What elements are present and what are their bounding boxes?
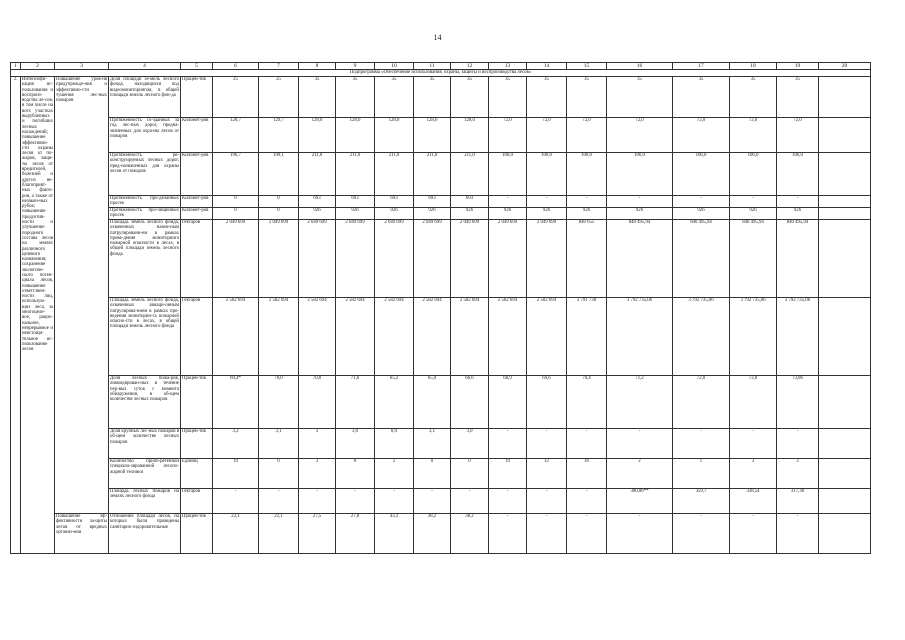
value-cell: 2 582 694 bbox=[299, 298, 336, 376]
value-cell bbox=[819, 514, 871, 554]
column-number: 12 bbox=[451, 63, 489, 70]
value-cell bbox=[819, 459, 871, 489]
value-cell: 3 792 735,06 bbox=[777, 298, 819, 376]
value-cell: 3,0 bbox=[451, 429, 489, 459]
column-number: 5 bbox=[181, 63, 213, 70]
column-number: 11 bbox=[414, 63, 451, 70]
value-cell: - bbox=[527, 514, 567, 554]
value-cell: 2 049 699 bbox=[259, 220, 299, 298]
indicator-name: Протяженность про-чищенных просек bbox=[110, 208, 179, 219]
value-cell: 2 049 699 bbox=[336, 220, 375, 298]
value-cell: 3,1 bbox=[259, 429, 299, 459]
value-cell: 2 049 699 bbox=[527, 220, 567, 298]
value-cell: 106,0 bbox=[607, 153, 673, 196]
value-cell: 129,7 bbox=[259, 118, 299, 153]
unit: Гектаров bbox=[181, 298, 213, 376]
value-cell: - bbox=[673, 429, 730, 459]
value-cell: 2 049 699 bbox=[299, 220, 336, 298]
value-cell: 693 bbox=[336, 196, 375, 208]
value-cell: 3,2 bbox=[213, 429, 259, 459]
value-cell: - bbox=[607, 196, 673, 208]
value-cell: 38,2 bbox=[451, 514, 489, 554]
value-cell: 926 bbox=[567, 208, 607, 220]
value-cell: - bbox=[527, 489, 567, 514]
column-number: 18 bbox=[730, 63, 777, 70]
value-cell: 22,1 bbox=[259, 514, 299, 554]
value-cell: 0 bbox=[259, 208, 299, 220]
value-cell: 2 049 699 bbox=[489, 220, 527, 298]
value-cell: 35 bbox=[299, 77, 336, 118]
program-indicators-table bbox=[10, 62, 871, 554]
column-number: 19 bbox=[777, 63, 819, 70]
value-cell: 25 bbox=[259, 77, 299, 118]
column-number: 3 bbox=[55, 63, 109, 70]
value-cell: 926 bbox=[336, 208, 375, 220]
table-row bbox=[11, 514, 871, 554]
value-cell: 69,6 bbox=[527, 376, 567, 429]
value-cell: 128,0 bbox=[299, 118, 336, 153]
value-cell: 128,0 bbox=[451, 118, 489, 153]
value-cell: 69,4* bbox=[213, 376, 259, 429]
value-cell: 0 bbox=[336, 459, 375, 489]
task-text: Повышение уров-ня предупрежде-ния и эффективно-сти тушения лес-ных пожаров bbox=[55, 77, 109, 514]
goal-text: Интенсифи-кация ис-пользования и воспроиз-водства ле-сов, в том числе на всех участках вырубленных и погибших лесных насаждений; повышение эффективно-сти охраны лесов от по-жаров, защи-ты лесов от вредителей, болезней и других не-благоприят-ных факто-ров, а также от незакон-ных рубок; повышение продуктив-ности и улучшение породного состава лесов на землях различного целевого назначения; сохранение экологиче-ского потен-циала лесов, повышение ответствен-ности лиц, использую-щих леса, за многоцеле-вое, рацио-нальное, непрерывное и неистощи-тельное ис-пользование лесов bbox=[21, 77, 55, 554]
column-number-row bbox=[11, 63, 871, 70]
value-cell: 3 792 735,06 bbox=[673, 298, 730, 376]
unit: Единиц bbox=[181, 459, 213, 489]
subprogram-row bbox=[11, 70, 871, 77]
column-number: 6 bbox=[213, 63, 259, 70]
value-cell: - bbox=[777, 429, 819, 459]
indicator-name: Протяженность про-деланных просек bbox=[110, 196, 179, 207]
value-cell: 106,0 bbox=[673, 153, 730, 196]
column-number: 1 bbox=[11, 63, 21, 70]
value-cell: 199,1 bbox=[259, 153, 299, 196]
value-cell bbox=[819, 220, 871, 298]
value-cell: - bbox=[730, 196, 777, 208]
value-cell: 359,7 bbox=[673, 489, 730, 514]
column-number: 16 bbox=[607, 63, 673, 70]
value-cell: 27,5 bbox=[299, 514, 336, 554]
value-cell: 926 bbox=[730, 208, 777, 220]
value-cell: - bbox=[451, 489, 489, 514]
value-cell: 66,6 bbox=[451, 376, 489, 429]
value-cell bbox=[819, 298, 871, 376]
value-cell: - bbox=[414, 489, 451, 514]
value-cell: 106,0 bbox=[777, 153, 819, 196]
value-cell: 926 bbox=[451, 208, 489, 220]
value-cell: 926 bbox=[777, 208, 819, 220]
value-cell: 35 bbox=[527, 77, 567, 118]
indicator-name: Доля крупных лес-ных пожаров в об-щем количестве лесных пожаров bbox=[109, 429, 181, 459]
value-cell: 0 bbox=[414, 459, 451, 489]
value-cell: 35 bbox=[730, 77, 777, 118]
table-row bbox=[11, 459, 871, 489]
page-number: 14 bbox=[433, 33, 442, 42]
value-cell: - bbox=[607, 514, 673, 554]
value-cell: - bbox=[299, 489, 336, 514]
value-cell: 211,0 bbox=[336, 153, 375, 196]
value-cell: 2 582 694 bbox=[414, 298, 451, 376]
column-number: 8 bbox=[299, 63, 336, 70]
value-cell: - bbox=[489, 514, 527, 554]
value-cell: 693 bbox=[299, 196, 336, 208]
column-number: 10 bbox=[375, 63, 414, 70]
value-cell: - bbox=[489, 429, 527, 459]
value-cell: 72,8 bbox=[730, 376, 777, 429]
value-cell: 3 791 738 bbox=[567, 298, 607, 376]
value-cell: 35 bbox=[673, 77, 730, 118]
value-cell: 2 049 699 bbox=[213, 220, 259, 298]
table-row bbox=[11, 196, 871, 208]
value-cell: 71,6 bbox=[336, 376, 375, 429]
table-row bbox=[11, 77, 871, 118]
value-cell: 22,1 bbox=[213, 514, 259, 554]
value-cell: 128,0 bbox=[414, 118, 451, 153]
value-cell: 1 bbox=[673, 459, 730, 489]
value-cell: - bbox=[375, 489, 414, 514]
value-cell: 3 bbox=[299, 459, 336, 489]
value-cell: 35 bbox=[777, 77, 819, 118]
value-cell bbox=[819, 118, 871, 153]
value-cell: 0 bbox=[213, 196, 259, 208]
value-cell: 2 582 694 bbox=[527, 298, 567, 376]
unit: Процен-тов bbox=[181, 514, 213, 554]
unit: Километ-ров bbox=[181, 196, 213, 208]
value-cell: 380,86** bbox=[607, 489, 673, 514]
value-cell: 2 bbox=[607, 459, 673, 489]
value-cell: - bbox=[567, 489, 607, 514]
value-cell: 2 049 699 bbox=[451, 220, 489, 298]
value-cell: 2 049 699 bbox=[375, 220, 414, 298]
value-cell: 72,0 bbox=[567, 118, 607, 153]
value-cell: 106,0 bbox=[567, 153, 607, 196]
value-cell bbox=[819, 429, 871, 459]
indicator-name: Количество приоб-ретенной специали-зированной лесопо-жарной техники bbox=[109, 459, 181, 489]
value-cell: 35 bbox=[336, 77, 375, 118]
value-cell: - bbox=[567, 429, 607, 459]
value-cell: 72,0 bbox=[673, 376, 730, 429]
value-cell: - bbox=[777, 196, 819, 208]
value-cell: - bbox=[259, 489, 299, 514]
value-cell: 317,38 bbox=[777, 489, 819, 514]
column-number: 14 bbox=[527, 63, 567, 70]
value-cell: 128,0 bbox=[375, 118, 414, 153]
value-cell: - bbox=[673, 514, 730, 554]
indicator-name: Протяженность со-зданных за год лес-ных дорог, предна-значенных для охра-ны лесов от пожаров bbox=[109, 118, 181, 153]
value-cell: 72,0 bbox=[730, 118, 777, 153]
value-cell: 0 bbox=[259, 459, 299, 489]
value-cell: 72,0 bbox=[607, 118, 673, 153]
unit: Процен-тов bbox=[181, 77, 213, 118]
column-number: 13 bbox=[489, 63, 527, 70]
value-cell: 35 bbox=[567, 77, 607, 118]
value-cell: - bbox=[777, 514, 819, 554]
value-cell: 35 bbox=[607, 77, 673, 118]
value-cell bbox=[819, 208, 871, 220]
value-cell: 338,54 bbox=[730, 489, 777, 514]
value-cell: - bbox=[336, 489, 375, 514]
value-cell: 2 582 694 bbox=[451, 298, 489, 376]
value-cell: 35 bbox=[489, 77, 527, 118]
value-cell bbox=[819, 489, 871, 514]
value-cell: 8,9 bbox=[375, 429, 414, 459]
value-cell: 840 495,94 bbox=[673, 220, 730, 298]
value-cell: 840 495,94 bbox=[607, 220, 673, 298]
table-row bbox=[11, 376, 871, 429]
unit: Процен-тов bbox=[181, 429, 213, 459]
unit: Процен-тов bbox=[181, 376, 213, 429]
value-cell: 196,7 bbox=[213, 153, 259, 196]
value-cell: 3 bbox=[299, 429, 336, 459]
value-cell: 70,8 bbox=[299, 376, 336, 429]
value-cell: 2 582 694 bbox=[375, 298, 414, 376]
value-cell: 106,0 bbox=[527, 153, 567, 196]
value-cell: 70,4 bbox=[567, 376, 607, 429]
value-cell: - bbox=[527, 196, 567, 208]
value-cell: 0 bbox=[213, 208, 259, 220]
value-cell: 65,9 bbox=[414, 376, 451, 429]
value-cell: 693 bbox=[375, 196, 414, 208]
unit: Километ-ров bbox=[181, 208, 213, 220]
value-cell: 926 bbox=[414, 208, 451, 220]
value-cell: 19 bbox=[213, 459, 259, 489]
value-cell: 2 bbox=[375, 459, 414, 489]
value-cell: 16 bbox=[567, 459, 607, 489]
value-cell: 12 bbox=[527, 459, 567, 489]
task-text: Повышение эф-фективности за-щиты лесов от вредных организ-мов bbox=[55, 514, 109, 554]
value-cell: 70,0 bbox=[259, 376, 299, 429]
value-cell: 27,8 bbox=[336, 514, 375, 554]
table-row bbox=[11, 208, 871, 220]
subprogram-title: Подпрограмма «Обеспечение использования, охраны, защиты и воспроизводства лесов» bbox=[11, 70, 871, 77]
value-cell: 106,0 bbox=[489, 153, 527, 196]
value-cell: 65,2 bbox=[375, 376, 414, 429]
value-cell: 926 bbox=[527, 208, 567, 220]
value-cell: 2 582 694 bbox=[213, 298, 259, 376]
value-cell: 926 bbox=[489, 208, 527, 220]
indicator-name: Доля лесных пожа-ров, ликвидирован-ных в течение пер-вых суток с момента обнаружения, в об-щем количестве лесных пожаров bbox=[109, 376, 181, 429]
value-cell: - bbox=[213, 489, 259, 514]
value-cell: - bbox=[673, 196, 730, 208]
value-cell: - bbox=[489, 196, 527, 208]
value-cell: 2 582 694 bbox=[336, 298, 375, 376]
table-row bbox=[11, 429, 871, 459]
column-number: 15 bbox=[567, 63, 607, 70]
value-cell: 25 bbox=[213, 77, 259, 118]
value-cell: 693 bbox=[414, 196, 451, 208]
value-cell: - bbox=[730, 429, 777, 459]
table-row bbox=[11, 489, 871, 514]
table-row bbox=[11, 220, 871, 298]
value-cell: 19 bbox=[489, 459, 527, 489]
column-number: 17 bbox=[673, 63, 730, 70]
indicator-name: Отношение площади лесов, на которых были проведены санитарно-оздоровительные bbox=[109, 514, 181, 554]
value-cell: 35 bbox=[375, 77, 414, 118]
value-cell: 2 049 699 bbox=[414, 220, 451, 298]
value-cell: 35 bbox=[414, 77, 451, 118]
value-cell: 840 495,94 bbox=[730, 220, 777, 298]
value-cell: 72,0 bbox=[527, 118, 567, 153]
value-cell: 3,0 bbox=[336, 429, 375, 459]
value-cell: 3 bbox=[730, 459, 777, 489]
value-cell: 3 bbox=[777, 459, 819, 489]
unit: Километ-ров bbox=[181, 153, 213, 196]
row-number: 2. bbox=[11, 77, 21, 554]
value-cell: 43,3 bbox=[375, 514, 414, 554]
table-row bbox=[11, 118, 871, 153]
value-cell: 128,0 bbox=[336, 118, 375, 153]
value-cell bbox=[819, 376, 871, 429]
value-cell bbox=[819, 77, 871, 118]
unit: Гектаров bbox=[181, 489, 213, 514]
value-cell: 3 792 735,06 bbox=[730, 298, 777, 376]
table-row bbox=[11, 298, 871, 376]
value-cell: 211,0 bbox=[299, 153, 336, 196]
value-cell: 2 582 694 bbox=[489, 298, 527, 376]
value-cell: - bbox=[567, 514, 607, 554]
value-cell: 128,7 bbox=[213, 118, 259, 153]
value-cell: - bbox=[730, 514, 777, 554]
column-number: 7 bbox=[259, 63, 299, 70]
value-cell: 72,0 bbox=[489, 118, 527, 153]
value-cell bbox=[819, 153, 871, 196]
value-cell: 72,0 bbox=[673, 118, 730, 153]
value-cell: 71,2 bbox=[607, 376, 673, 429]
value-cell: 211,0 bbox=[414, 153, 451, 196]
value-cell: - bbox=[527, 429, 567, 459]
indicator-name: Протяженность ре-конструируемых лесных дорог, пред-назначенных для охраны лесов от пожаров bbox=[109, 153, 181, 196]
value-cell: 3 792 735,06 bbox=[607, 298, 673, 376]
indicator-name: Площадь земель лесного фонда, охваченных авиаци-онным патрулирова-нием в рамках про-ведения мониторин-га пожарной опасно-сти в лесах, в общей площади земель лесного фонда bbox=[109, 298, 181, 376]
value-cell: 72,0 bbox=[777, 118, 819, 153]
value-cell: 926 bbox=[299, 208, 336, 220]
value-cell: 0 bbox=[451, 459, 489, 489]
value-cell: 926 bbox=[607, 208, 673, 220]
value-cell: 35 bbox=[451, 77, 489, 118]
value-cell: 3,1 bbox=[414, 429, 451, 459]
column-number: 20 bbox=[819, 63, 871, 70]
value-cell: - bbox=[489, 489, 527, 514]
unit: Гектаров bbox=[181, 220, 213, 298]
indicator-name: Площадь лесных пожаров на землях лесного фонда bbox=[109, 489, 181, 514]
value-cell: 211,0 bbox=[451, 153, 489, 196]
value-cell: 0 bbox=[259, 196, 299, 208]
indicator-name: Площадь земель лесного фонда, охваченных назем-ным патрулировани-ем в рамках прове-дения мониторинга пожарной опасности в лесах, в общей площади земель лесного фонда bbox=[109, 220, 181, 298]
value-cell: 693 bbox=[451, 196, 489, 208]
table-row bbox=[11, 153, 871, 196]
value-cell: 926 bbox=[673, 208, 730, 220]
value-cell: 840 495,94 bbox=[777, 220, 819, 298]
indicator-name: Доля площади зе-мель лесного фонда, находящихся под видеомониторингом, в общей площади земель лесного фон-да bbox=[109, 77, 181, 118]
value-cell: 2 582 694 bbox=[259, 298, 299, 376]
value-cell: 211,0 bbox=[375, 153, 414, 196]
value-cell: 38,2 bbox=[414, 514, 451, 554]
column-number: 4 bbox=[109, 63, 181, 70]
value-cell bbox=[819, 196, 871, 208]
value-cell: - bbox=[607, 429, 673, 459]
unit: Километ-ров bbox=[181, 118, 213, 153]
value-cell: 840 655 bbox=[567, 220, 607, 298]
column-number: 2 bbox=[21, 63, 55, 70]
value-cell: 68,9 bbox=[489, 376, 527, 429]
value-cell: 73,86 bbox=[777, 376, 819, 429]
value-cell: 926 bbox=[375, 208, 414, 220]
value-cell: - bbox=[567, 196, 607, 208]
value-cell: 106,0 bbox=[730, 153, 777, 196]
column-number: 9 bbox=[336, 63, 375, 70]
